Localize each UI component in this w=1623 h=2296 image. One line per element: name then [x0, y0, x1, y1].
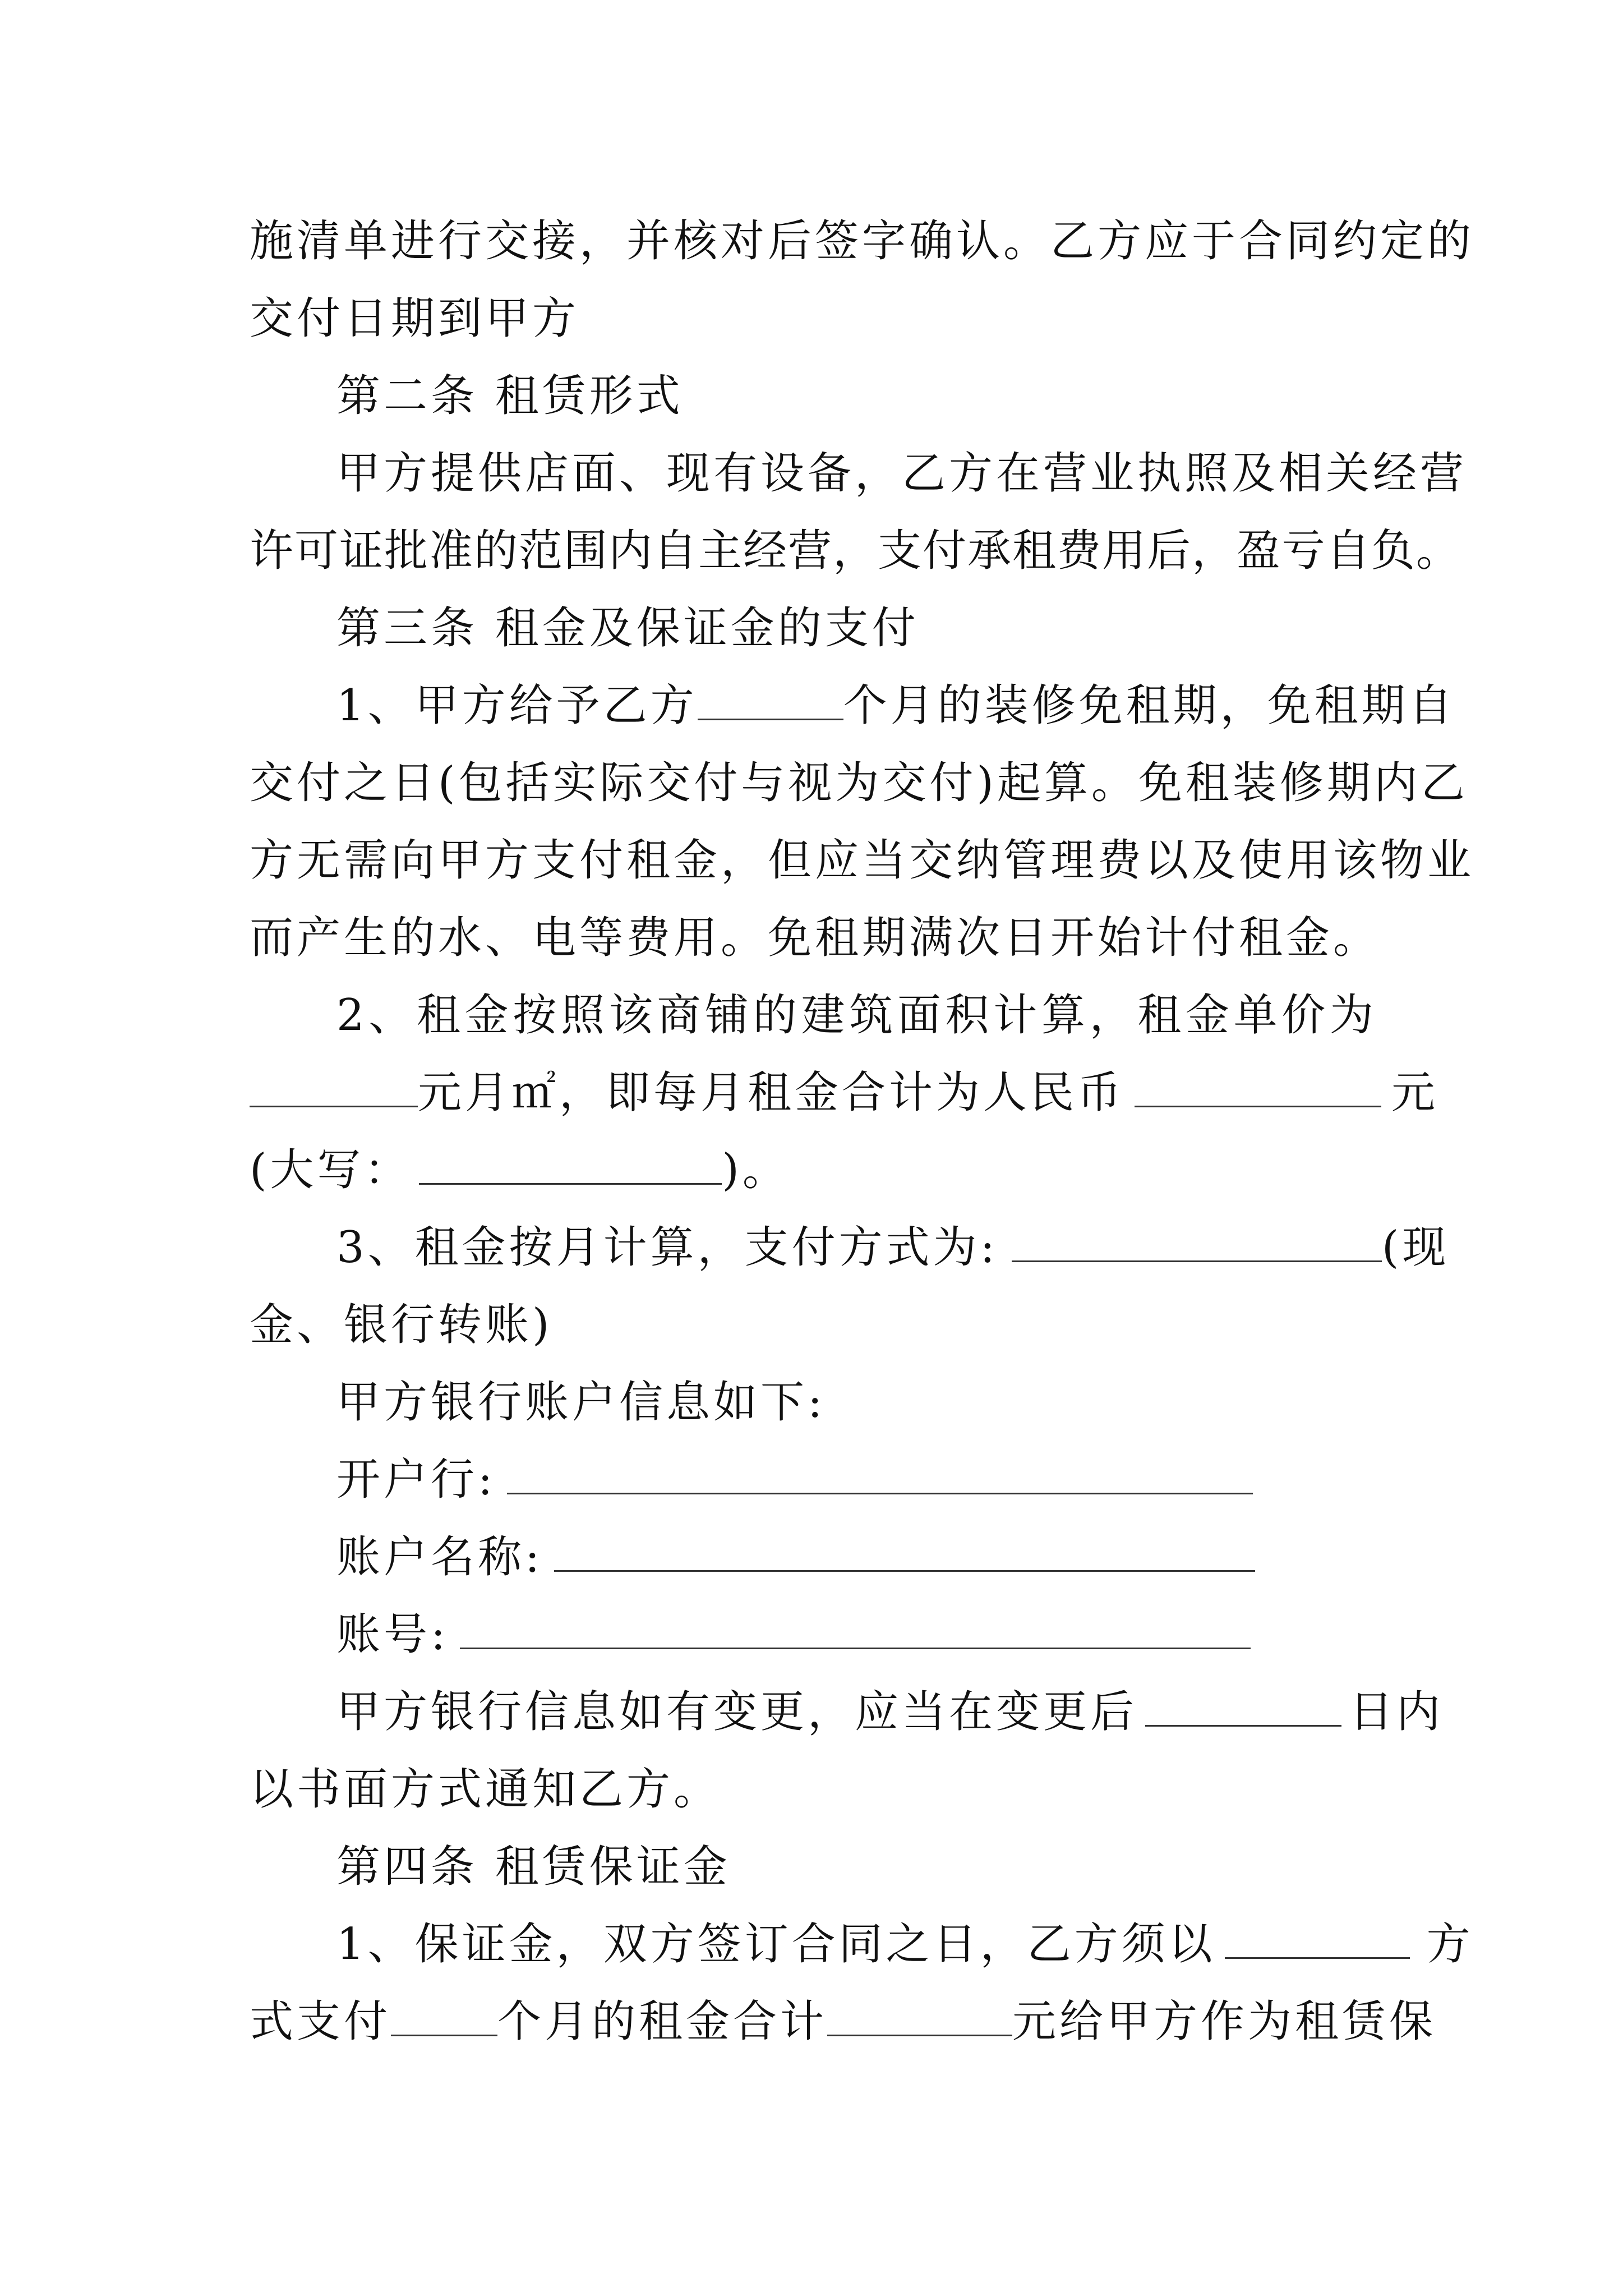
line-text: 式支付: [250, 1996, 391, 2047]
paragraph-line: [336, 678, 1456, 734]
blank-line: [1225, 1918, 1410, 1959]
paragraph-line: [250, 1994, 1436, 2050]
field-label: 账户名称:: [336, 1532, 543, 1582]
line-text: 3、租金按月计算，支付方式为:: [336, 1222, 998, 1273]
paragraph-line: [250, 1142, 790, 1198]
bank-field-line: [336, 1529, 1255, 1585]
blank-line: [507, 1453, 1253, 1494]
paragraph-line: 而产生的水、电等费用。免租期满次日开始计付租金。: [250, 913, 1381, 963]
line-text: 1、甲方给予乙方: [336, 680, 698, 731]
paragraph-line: [336, 1684, 1444, 1740]
paragraph-line: 甲方银行账户信息如下:: [336, 1377, 826, 1428]
line-text: (大写：: [250, 1145, 412, 1195]
line-text: 个月的装修免租期，免租期自: [843, 680, 1456, 731]
paragraph-line: 方无需向甲方支付租金，但应当交纳管理费以及使用该物业: [250, 835, 1475, 886]
line-text: 元: [1391, 1068, 1439, 1118]
blank-line: [1145, 1686, 1341, 1727]
bank-field-line: [336, 1607, 1251, 1663]
paragraph-line: 施清单进行交接，并核对后签字确认。乙方应于合同约定的: [250, 216, 1475, 266]
blank-line: [554, 1531, 1255, 1572]
line-text: 甲方银行信息如有变更，应当在变更后: [336, 1687, 1138, 1737]
section-heading-3: 第三条 租金及保证金的支付: [336, 603, 919, 654]
paragraph-line: 交付日期到甲方: [250, 293, 580, 344]
line-text: )。: [722, 1145, 790, 1195]
line-text: 方: [1426, 1919, 1474, 1970]
paragraph-line: 金、银行转账): [250, 1300, 553, 1350]
blank-line: [391, 1995, 497, 2036]
paragraph-line: [250, 1065, 1439, 1121]
paragraph-line: 交付之日(包括实际交付与视为交付)起算。免租装修期内乙: [250, 758, 1468, 808]
paragraph-line: 许可证批准的范围内自主经营，支付承租费用后，盈亏自负。: [250, 526, 1461, 576]
section-heading-2: 第二条 租赁形式: [336, 371, 684, 421]
paragraph-line: 甲方提供店面、现有设备，乙方在营业执照及相关经营: [336, 448, 1468, 499]
section-heading-4: 第四条 租赁保证金: [336, 1842, 731, 1892]
line-text: 日内: [1349, 1687, 1444, 1737]
blank-line: [698, 679, 843, 720]
paragraph-line: [336, 1220, 1449, 1276]
blank-line: [460, 1608, 1251, 1649]
paragraph-line: 以书面方式通知乙方。: [250, 1764, 721, 1815]
line-text: 1、保证金，双方签订合同之日，乙方须以: [336, 1919, 1216, 1970]
field-label: 账号:: [336, 1609, 449, 1660]
blank-line: [250, 1066, 418, 1107]
line-text: 元月㎡，即每月租金合计为人民币: [418, 1068, 1125, 1118]
blank-line: [827, 1995, 1012, 2036]
line-text: 元给甲方作为租赁保: [1012, 1996, 1437, 2047]
line-text: (现: [1381, 1222, 1450, 1273]
blank-line: [1135, 1066, 1381, 1107]
field-label: 开户行:: [336, 1455, 496, 1505]
blank-line: [1012, 1221, 1382, 1262]
line-text: 个月的租金合计: [497, 1996, 828, 2047]
blank-line: [419, 1144, 722, 1185]
bank-field-line: [336, 1452, 1253, 1508]
paragraph-line: [336, 1916, 1474, 1972]
paragraph-line: 2、租金按照该商铺的建筑面积计算，租金单价为: [336, 990, 1377, 1041]
